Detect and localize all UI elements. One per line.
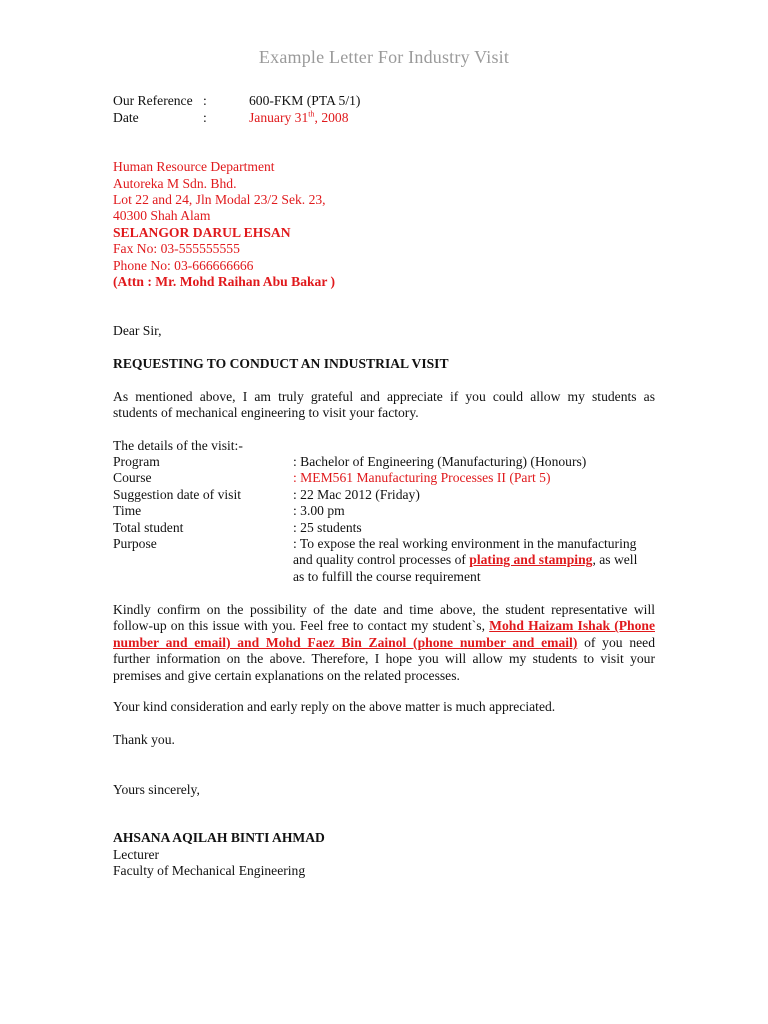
- intro-paragraph: [113, 389, 655, 422]
- detail-label: Suggestion date of visit: [113, 487, 241, 502]
- page-title: Example Letter For Industry Visit: [258, 47, 510, 67]
- detail-label: Course: [113, 470, 152, 485]
- recipient-dept: Human Resource Department: [113, 159, 275, 174]
- detail-label: Total student: [113, 520, 184, 535]
- reference-value: 600-FKM (PTA 5/1): [249, 93, 361, 108]
- recipient-fax: Fax No: 03-555555555: [113, 241, 240, 256]
- purpose-line1: : To expose the real working environment in the manufacturing: [293, 536, 637, 551]
- confirm-line2: [113, 618, 655, 634]
- recipient-state: SELANGOR DARUL EHSAN: [113, 225, 291, 240]
- detail-value: : MEM561 Manufacturing Processes II (Part 5): [293, 470, 551, 485]
- date-colon: :: [203, 110, 207, 125]
- signature-position: Lecturer: [113, 847, 160, 862]
- contact-highlight-1: Mohd Haizam Ishak (Phone: [489, 618, 655, 634]
- reference-label: Our Reference: [113, 93, 193, 108]
- recipient-address1: Lot 22 and 24, Jln Modal 23/2 Sek. 23,: [113, 192, 326, 207]
- recipient-phone: Phone No: 03-666666666: [113, 258, 254, 273]
- detail-label: Time: [113, 503, 142, 518]
- confirm-line3: [113, 635, 655, 651]
- confirm-paragraph: [113, 602, 655, 684]
- confirm-line4: further information on the above. Therefore, I hope you will allow my students to visit your: [113, 651, 655, 667]
- date-value-suffix: , 2008: [314, 110, 349, 125]
- detail-value: : 22 Mac 2012 (Friday): [293, 487, 420, 502]
- detail-label: Program: [113, 454, 160, 469]
- purpose-line2-pre: and quality control processes of: [293, 552, 470, 567]
- confirm-line5: premises and give certain explanations on the related processes.: [113, 667, 460, 683]
- recipient-company: Autoreka M Sdn. Bhd.: [113, 176, 237, 191]
- purpose-line2-text: [293, 552, 637, 568]
- subject-heading: REQUESTING TO CONDUCT AN INDUSTRIAL VISIT: [113, 356, 449, 371]
- detail-value: : 3.00 pm: [293, 503, 345, 518]
- date-value-sup: th: [308, 109, 315, 119]
- confirm-line3-post: of you need: [577, 634, 655, 650]
- confirm-line1: Kindly confirm on the possibility of the date and time above, the student representative will: [113, 602, 655, 617]
- signature-faculty: Faculty of Mechanical Engineering: [113, 863, 306, 878]
- purpose-highlight: plating and stamping: [469, 552, 593, 567]
- confirm-line2-pre: follow-up on this issue with you. Feel free to contact my student`s,: [113, 618, 490, 634]
- detail-value: : Bachelor of Engineering (Manufacturing) (Honours): [293, 454, 587, 469]
- consideration-text: Your kind consideration and early reply on the above matter is much appreciated.: [113, 699, 556, 714]
- intro-line2: students of mechanical engineering to visit your factory.: [113, 405, 419, 421]
- salutation: Dear Sir,: [113, 323, 162, 338]
- details-heading: The details of the visit:-: [113, 438, 243, 453]
- signature-name: AHSANA AQILAH BINTI AHMAD: [113, 830, 325, 845]
- detail-label: Purpose: [113, 536, 157, 551]
- contact-highlight-2: number and email) and Mohd Faez Bin Zainol (phone number and email): [113, 634, 578, 650]
- thanks-text: Thank you.: [113, 732, 175, 747]
- date-value-prefix: January 31: [249, 110, 309, 125]
- closing-text: Yours sincerely,: [113, 782, 200, 797]
- purpose-line3-text: as to fulfill the course requirement: [293, 569, 481, 584]
- recipient-address2: 40300 Shah Alam: [113, 208, 211, 223]
- date-value: [249, 110, 349, 126]
- date-label: Date: [113, 110, 139, 125]
- reference-colon: :: [203, 93, 207, 108]
- recipient-attn: (Attn : Mr. Mohd Raihan Abu Bakar ): [113, 274, 336, 289]
- purpose-line2-post: , as well: [592, 552, 638, 567]
- intro-line1: As mentioned above, I am truly grateful and appreciate if you could allow my students as: [113, 389, 655, 404]
- detail-value: : 25 students: [293, 520, 362, 535]
